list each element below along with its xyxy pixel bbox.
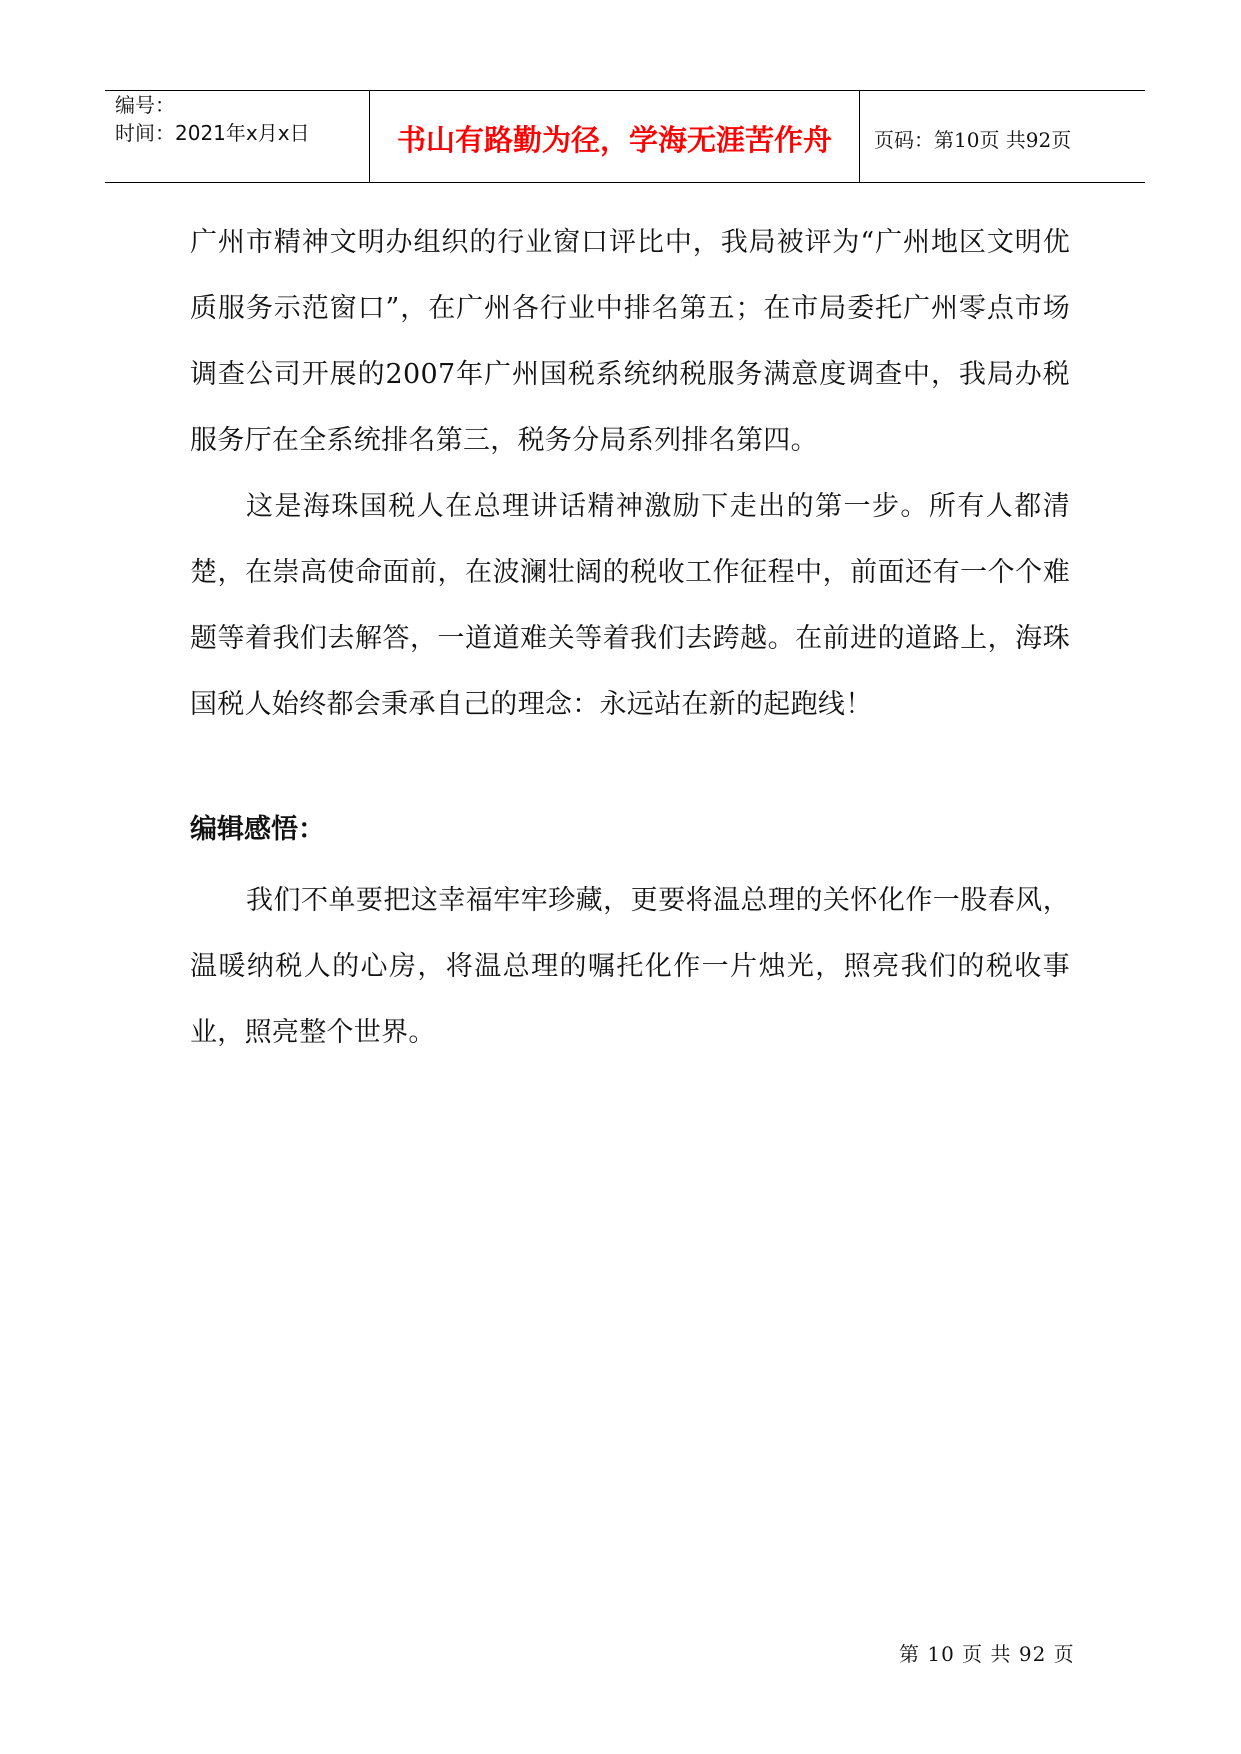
- header-meta: [105, 91, 370, 182]
- paragraph-2: 这是海珠国税人在总理讲话精神激励下走出的第一步。所有人都清楚，在崇高使命面前，在波澜壮阔的税收工作征程中，前面还有一个个难题等着我们去解答，一道道难关等着我们去跨越。在前进的道路上，海珠国税人始终都会秉承自己的理念：永远站在新的起跑线！: [190, 491, 1070, 720]
- header-motto: 书山有路勤为径，学海无涯苦作舟: [370, 91, 860, 182]
- header-page-info: 页码：第10页 共92页: [874, 128, 1072, 152]
- section-title: 编辑感悟：: [190, 814, 325, 845]
- document-time-label: 时间：2021年x月x日: [115, 121, 310, 145]
- paragraph-3: 我们不单要把这幸福牢牢珍藏，更要将温总理的关怀化作一股春风，温暖纳税人的心房，将温总理的嘱托化作一片烛光，照亮我们的税收事业，照亮整个世界。: [190, 885, 1070, 1048]
- page-header: [105, 90, 1145, 183]
- document-number-label: 编号：: [115, 93, 175, 117]
- body-text-reflection: [190, 868, 1070, 1066]
- page-footer: 第 10 页 共 92 页: [899, 1642, 1075, 1666]
- body-text: [190, 210, 1070, 738]
- paragraph-1: 广州市精神文明办组织的行业窗口评比中，我局被评为“广州地区文明优质服务示范窗口”，在广州各行业中排名第五；在市局委托广州零点市场调查公司开展的2007年广州国税系统纳税服务满意度调查中，我局办税服务厅在全系统排名第三，税务分局系列排名第四。: [190, 227, 1070, 456]
